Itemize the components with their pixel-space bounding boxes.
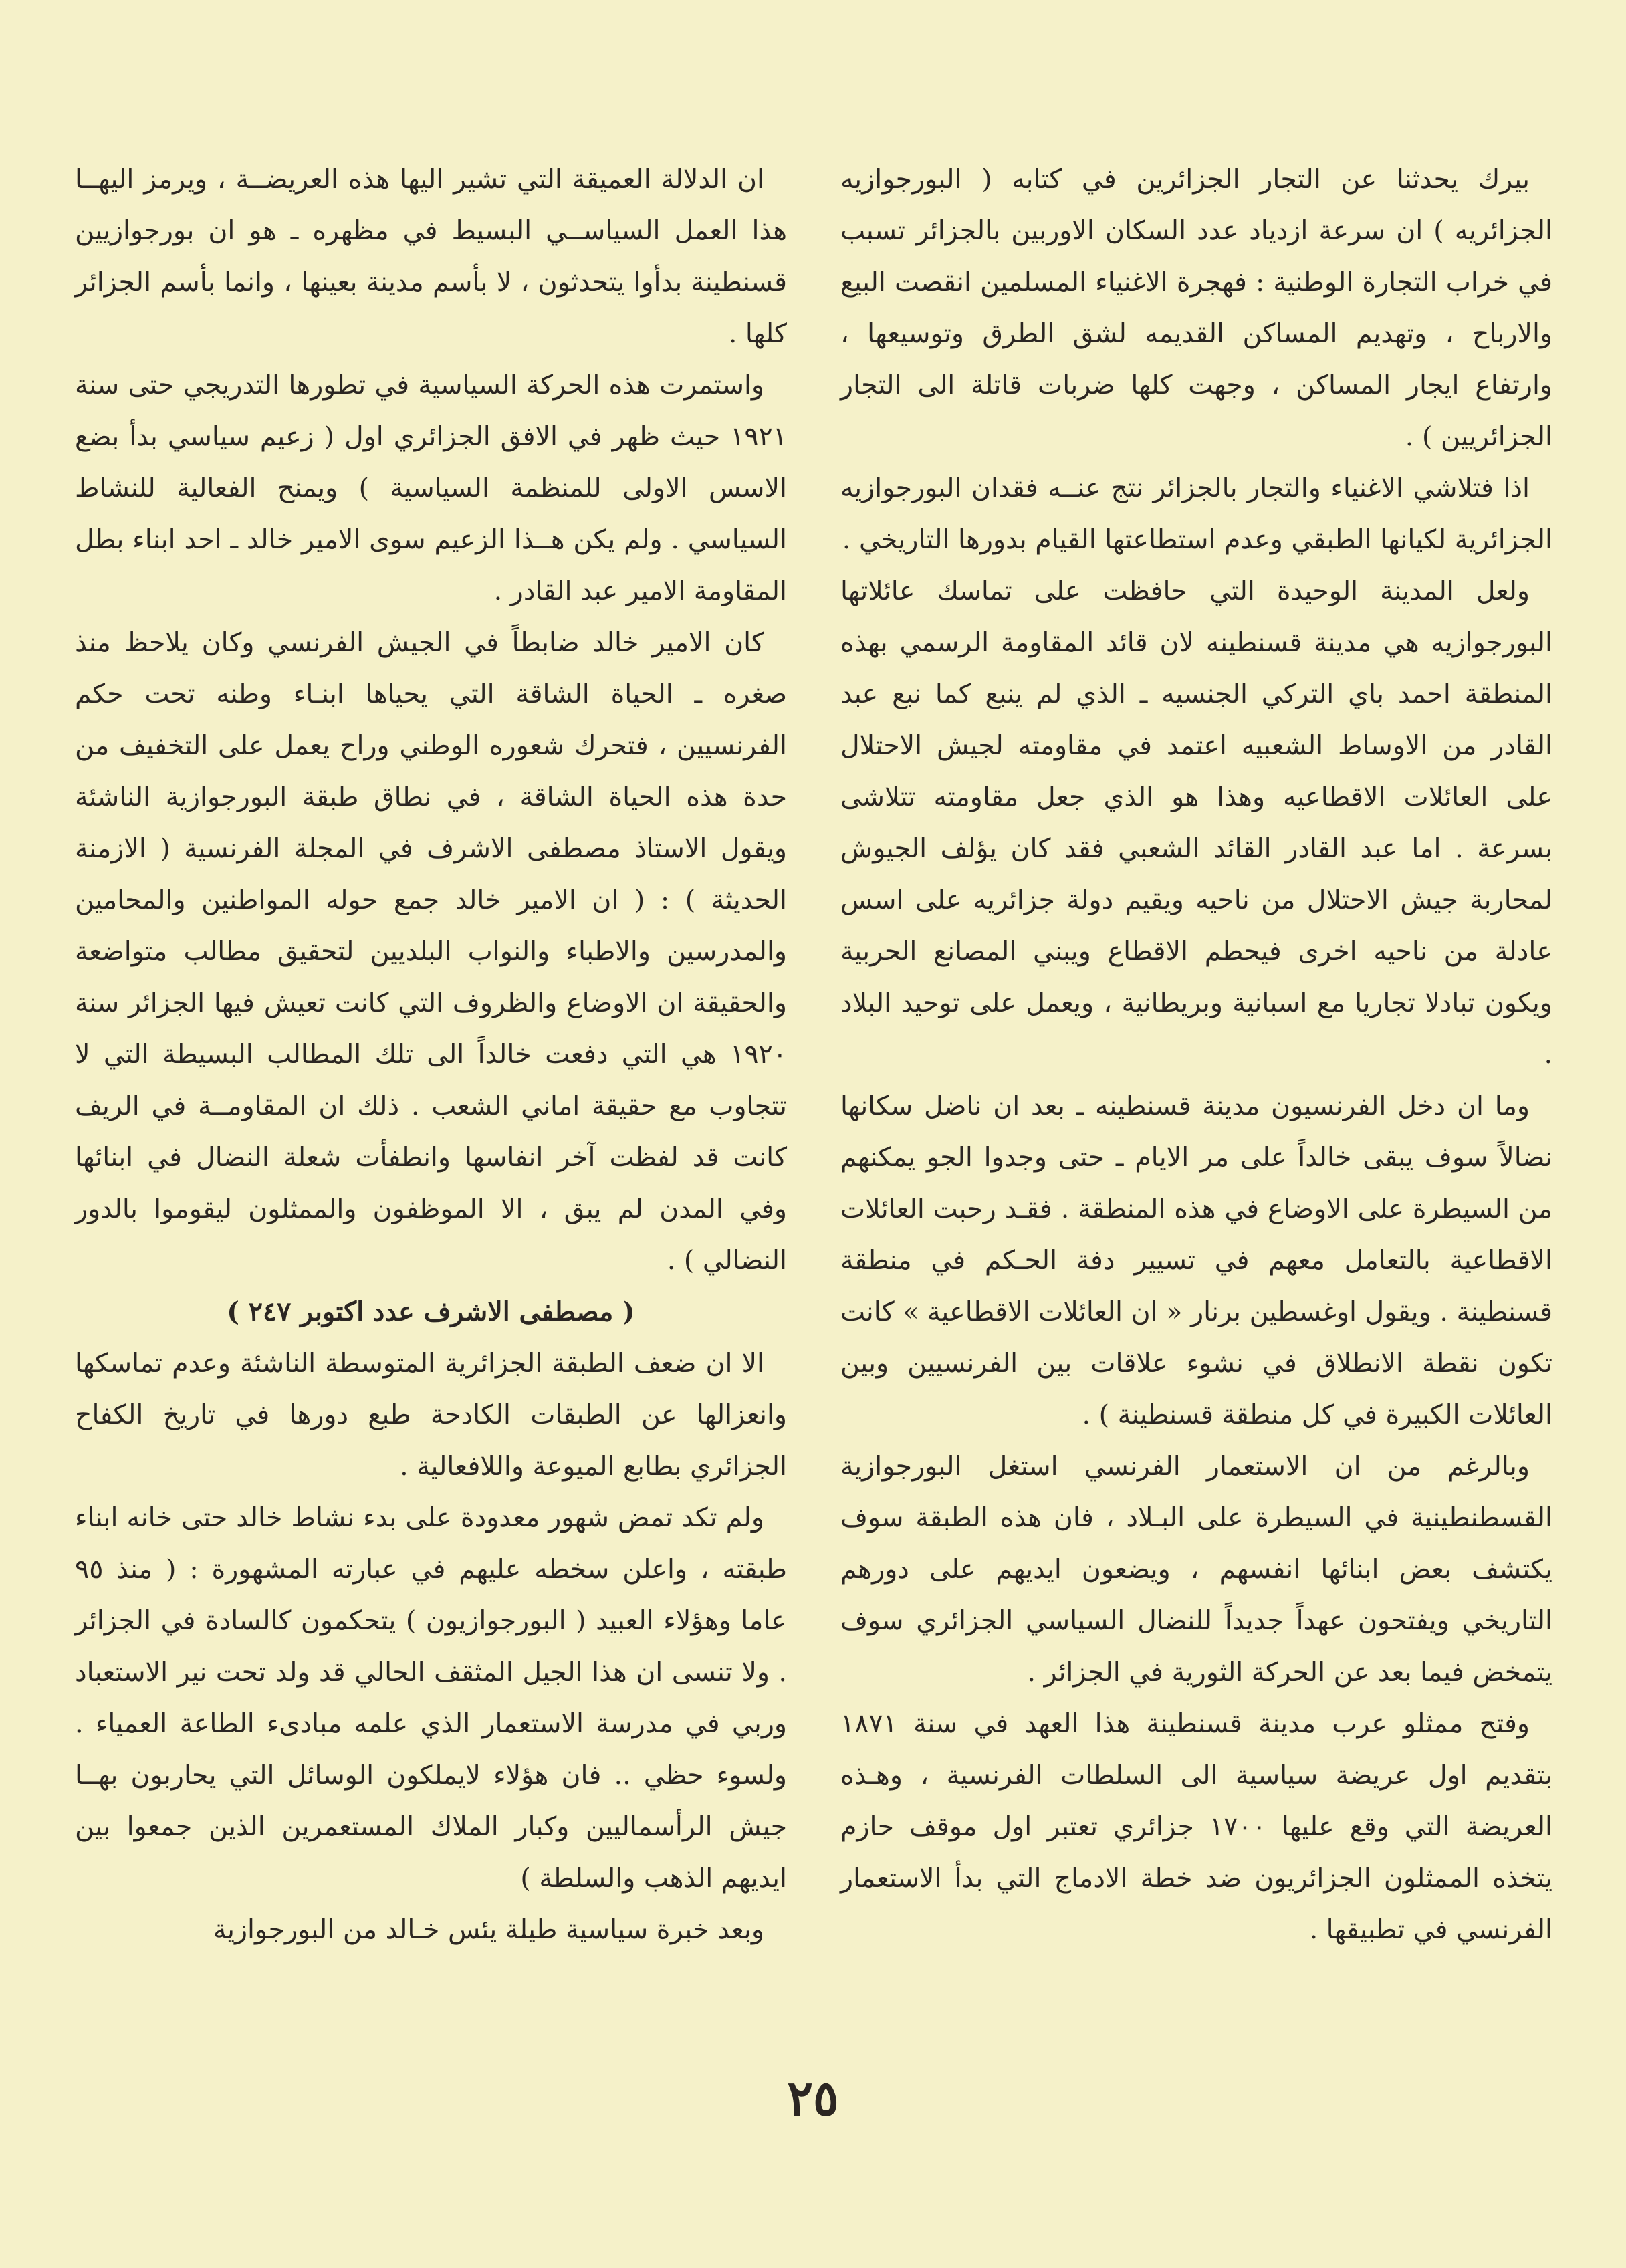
paragraph: وبعد خبرة سياسية طيلة يئس خـالد من البورجوازية (213, 1914, 764, 1945)
paragraph: وما ان دخل الفرنسيون مدينة قسنطينه ـ بعد ان ناضل سكانها نضالاً سوف يبقى خالداً على مر الايام ـ حتى وجدوا الجو يمكنهم من السيطرة على الاوضاع في هذه المنطقة . فقـد رحبت العائلات الاقطاعية بالتعامل معهم في تسيير دفة الحـكم في منطقة قسنطينة . ويقول اوغسطين برنار « ان العائلات الاقطاعية » كانت تكون نقطة الانطلاق في نشوء علاقات بين الفرنسيين وبين العائلات الكبيرة في كل منطقة قسنطينة ) . (840, 1091, 1552, 1430)
paragraph: وبالرغم من ان الاستعمار الفرنسي استغل البورجوازية القسطنطينية في السيطرة على البـلاد ، فان هذه الطبقة سوف يكتشف بعض ابنائها انفسهم ، ويضعون ايديهم على دورهم التاريخي ويفتحون عهداً جديداً للنضال السياسي الجزائري سوف يتمخض فيما بعد عن الحركة الثورية في الجزائر . (840, 1451, 1552, 1688)
right-column (840, 154, 1552, 1956)
paragraph: الا ان ضعف الطبقة الجزائرية المتوسطة الناشئة وعدم تماسكها وانعزالها عن الطبقات الكادحة طبع دورها في تاريخ الكفاح الجزائري بطابع الميوعة واللافعالية . (75, 1348, 787, 1482)
source-citation: ( مصطفى الاشرف عدد اكتوبر ٢٤٧ ) (227, 1296, 635, 1327)
paragraph: بيرك يحدثنا عن التجار الجزائرين في كتابه ( البورجوازيه الجزائريه ) ان سرعة ازدياد عدد السكان الاوربين بالجزائر تسبب في خراب التجارة الوطنية : فهجرة الاغنياء المسلمين انقصت البيع والارباح ، وتهديم المساكن القديمه لشق الطرق وتوسيعها ، وارتفاع ايجار المساكن ، وجهت كلها ضربات قاتلة الى التجار الجزائريين ) . (840, 164, 1552, 452)
paragraph: وفتح ممثلو عرب مدينة قسنطينة هذا العهد في سنة ١٨٧١ بتقديم اول عريضة سياسية الى السلطات الفرنسية ، وهـذه العريضة التي وقع عليها ١٧٠٠ جزائري تعتبر اول موقف حازم يتخذه الممثلون الجزائريون ضد خطة الادماج التي بدأ الاستعمار الفرنسي في تطبيقها . (840, 1708, 1552, 1945)
paragraph: كان الامير خالد ضابطاً في الجيش الفرنسي وكان يلاحظ منذ صغره ـ الحياة الشاقة التي يحياها ابنـاء وطنه تحت حكم الفرنسيين ، فتحرك شعوره الوطني وراح يعمل على التخفيف من حدة هذه الحياة الشاقة ، في نطاق طبقة البورجوازية الناشئة ويقول الاستاذ مصطفى الاشرف في المجلة الفرنسية ( الازمنة الحديثة ) : ( ان الامير خالد جمع حوله المواطنين والمحامين والمدرسين والاطباء والنواب البلديين لتحقيق مطالب متواضعة والحقيقة ان الاوضاع والظروف التي كانت تعيش فيها الجزائر سنة ١٩٢٠ هي التي دفعت خالداً الى تلك المطالب البسيطة التي لا تتجاوب مع حقيقة اماني الشعب . ذلك ان المقاومــة في الريف كانت قد لفظت آخر انفاسها وانطفأت شعلة النضال في ابنائها وفي المدن لم يبق ، الا الموظفون والممثلون ليقوموا بالدور النضالي ) . (75, 627, 787, 1276)
paragraph: ان الدلالة العميقة التي تشير اليها هذه العريضــة ، ويرمز اليهــا هذا العمل السياســي البسيط في مظهره ـ هو ان بورجوازيين قسنطينة بدأوا يتحدثون ، لا بأسم مدينة بعينها ، وانما بأسم الجزائر كلها . (75, 164, 787, 349)
left-column (75, 154, 787, 1956)
paragraph: اذا فتلاشي الاغنياء والتجار بالجزائر نتج عنــه فقدان البورجوازيه الجزائرية لكيانها الطبقي وعدم استطاعتها القيام بدورها التاريخي . (840, 473, 1552, 555)
paragraph: واستمرت هذه الحركة السياسية في تطورها التدريجي حتى سنة ١٩٢١ حيث ظهر في الافق الجزائري اول ( زعيم سياسي بدأ بضع الاسس الاولى للمنظمة السياسية ) ويمنح الفعالية للنشاط السياسي . ولم يكن هــذا الزعيم سوى الامير خالد ـ احد ابناء بطل المقاومة الامير عبد القادر . (75, 370, 787, 606)
page-number: ٢٥ (787, 2069, 839, 2126)
paragraph: ولم تكد تمض شهور معدودة على بدء نشاط خالد حتى خانه ابناء طبقته ، واعلن سخطه عليهم في عبارته المشهورة : ( منذ ٩٥ عاما وهؤلاء العبيد ( البورجوازيون ) يتحكمون كالسادة في الجزائر . ولا تنسى ان هذا الجيل المثقف الحالي قد ولد تحت نير الاستعباد وربي في مدرسة الاستعمار الذي علمه مبادىء الطاعة العمياء . ولسوء حظي .. فان هؤلاء لايملكون الوسائل التي يحاربون بهــا جيش الرأسماليين وكبار الملاك المستعمرين الذين جمعوا بين ايديهم الذهب والسلطة ) (75, 1502, 787, 1894)
paragraph: ولعل المدينة الوحيدة التي حافظت على تماسك عائلاتها البورجوازيه هي مدينة قسنطينه لان قائد المقاومة الرسمي بهذه المنطقة احمد باي التركي الجنسيه ـ الذي لم ينبع كما نبع عبد القادر من الاوساط الشعبيه اعتمد في مقاومته لجيش الاحتلال على العائلات الاقطاعيه وهذا هو الذي جعل مقاومته تتلاشى بسرعة . اما عبد القادر القائد الشعبي فقد كان يؤلف الجيوش لمحاربة جيش الاحتلال من ناحيه ويقيم دولة جزائريه على اسس عادلة من ناحيه اخرى فيحطم الاقطاع ويبني المصانع الحربية ويكون تبادلا تجاريا مع اسبانية وبريطانية ، ويعمل على توحيد البلاد . (840, 576, 1552, 1070)
